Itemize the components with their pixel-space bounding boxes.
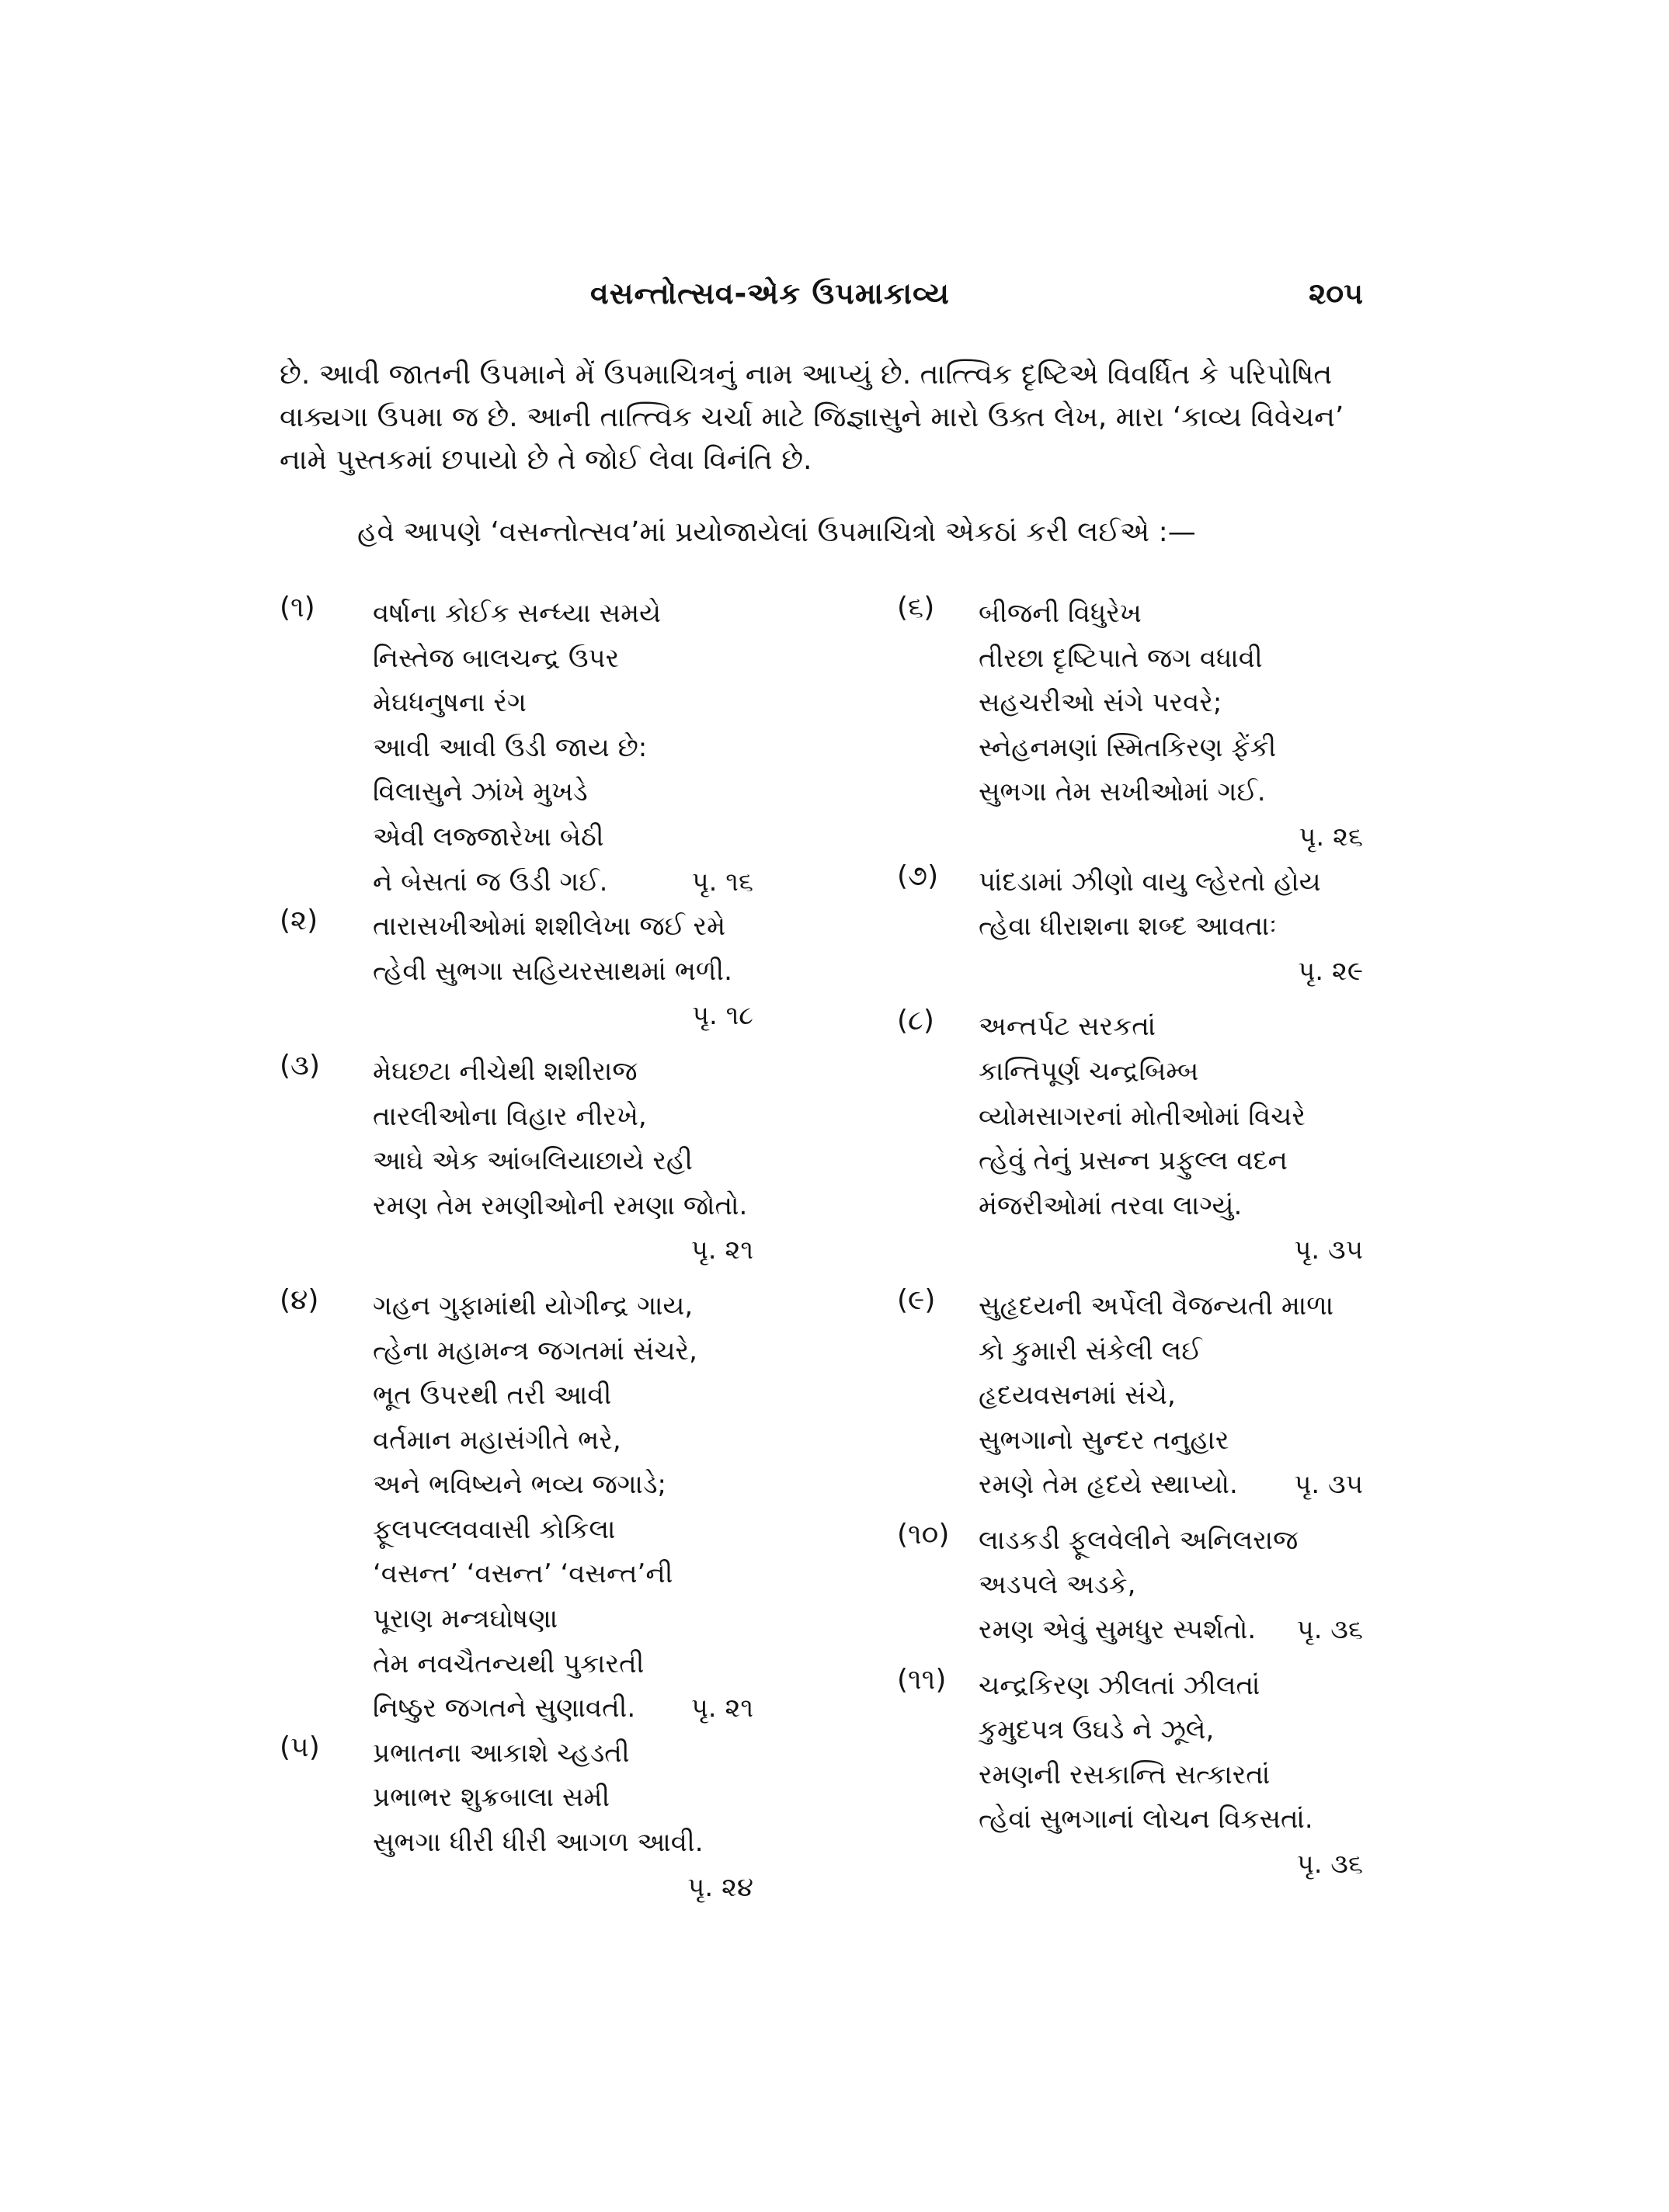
simile-entry-2 xyxy=(280,905,777,1039)
page-reference: પૃ. ૩૬ xyxy=(1296,1849,1363,1880)
verse-line: તેમ નવચૈતન્યથી પુકારતી xyxy=(373,1648,645,1679)
verse-lines xyxy=(979,1284,1386,1508)
verse-line: અડપલે અડકે, xyxy=(979,1569,1136,1601)
verse-line: કાન્તિપૂર્ણ ચન્દ્રબિમ્બ xyxy=(979,1055,1199,1087)
lead-sentence: હવે આપણે ‘વસન્તોત્સવ’માં પ્રયોજાયેલાં ઉપમાચિત્રો એકઠાં કરી લઈએ :— xyxy=(357,516,1196,548)
page-reference: પૃ. ૨૬ xyxy=(1299,821,1363,853)
simile-entry-4 xyxy=(280,1284,777,1731)
page-reference: પૃ. ૨૧ xyxy=(690,1234,753,1266)
entry-number: (૯) xyxy=(897,1283,936,1316)
page-reference: પૃ. ૩૫ xyxy=(1294,1234,1363,1266)
entry-number: (૧૧) xyxy=(897,1663,947,1696)
verse-line: પ્રભાભર શુક્રબાલા સમી xyxy=(373,1782,610,1814)
verse-line: ત્હેવા ધીરાશના શબ્દ આવતાઃ xyxy=(979,911,1278,943)
running-header-title: વસન્તોત્સવ-એક ઉપમાકાવ્ય xyxy=(590,276,950,311)
verse-line: સુભગા ધીરી ધીરી આગળ આવી. xyxy=(373,1827,704,1859)
verse-line xyxy=(373,1686,777,1731)
verse-line: સ્નેહનમણાં સ્મિતકિરણ ફેંકી xyxy=(979,731,1277,763)
verse-lines xyxy=(979,592,1386,860)
verse-lines xyxy=(373,905,777,1039)
verse-lines xyxy=(373,592,777,905)
verse-line: ત્હેના મહામન્ત્ર જગતમાં સંચરે, xyxy=(373,1335,697,1366)
verse-line xyxy=(373,860,777,905)
verse-line-text: રમણે તેમ હૃદયે સ્થાપ્યો. xyxy=(979,1469,1238,1501)
simile-entry-9 xyxy=(874,1284,1386,1508)
simile-entry-1 xyxy=(280,592,777,905)
verse-line: મેઘધનુષના રંગ xyxy=(373,687,527,719)
intro-line: નામે પુસ્તકમાં છપાયો છે તે જોઈ લેવા વિનંતિ છે. xyxy=(280,444,812,476)
simile-entry-10 xyxy=(874,1519,1386,1653)
verse-line xyxy=(979,1608,1386,1653)
simile-entry-11 xyxy=(874,1664,1386,1887)
verse-lines xyxy=(373,1050,777,1273)
verse-line: કુમુદપત્ર ઉઘડે ને ઝૂલે, xyxy=(979,1714,1215,1746)
verse-lines xyxy=(373,1284,777,1731)
simile-entry-5 xyxy=(280,1731,777,1910)
verse-lines xyxy=(373,1731,777,1910)
verse-line: આવી આવી ઉડી જાય છે: xyxy=(373,731,648,763)
verse-line: મંજરીઓમાં તરવા લાગ્યું. xyxy=(979,1189,1243,1221)
verse-line: લાડકડી ફૂલવેલીને અનિલરાજ xyxy=(979,1524,1299,1556)
verse-line: મેઘછટા નીચેથી શશીરાજ xyxy=(373,1055,638,1087)
intro-paragraph xyxy=(280,353,1382,481)
verse-line-text: રમણ એવું સુમધુર સ્પર્શતો. xyxy=(979,1614,1257,1646)
verse-line-text: ને બેસતાં જ ઉડી ગઈ. xyxy=(373,866,608,898)
verse-line: ત્હેવી સુભગા સહિયરસાથમાં ભળી. xyxy=(373,955,732,987)
verse-line: તીરછા દૃષ્ટિપાતે જગ વધાવી xyxy=(979,642,1263,674)
entry-number: (૧૦) xyxy=(897,1518,950,1550)
verse-line: પાંદડામાં ઝીણો વાયુ લ્હેરતો હોય xyxy=(979,866,1321,898)
verse-line: ત્હેવું તેનું પ્રસન્ન પ્રફુલ્લ વદન xyxy=(979,1145,1288,1177)
verse-line: ત્હેવાં સુભગાનાં લોચન વિકસતાં. xyxy=(979,1804,1313,1835)
entry-number: (૫) xyxy=(280,1731,320,1763)
entry-number: (૧) xyxy=(280,592,315,623)
page-reference: પૃ. ૩૫ xyxy=(1294,1469,1363,1501)
page-reference: પૃ. ૩૬ xyxy=(1296,1614,1363,1646)
intro-line: છે. આવી જાતની ઉપમાને મેં ઉપમાચિત્રનું નામ આપ્યું છે. તાત્ત્વિક દૃષ્ટિએ વિવર્ધિત કે પરિપોષિત xyxy=(280,359,1333,391)
verse-lines xyxy=(979,860,1386,995)
entry-number: (૮) xyxy=(897,1005,934,1037)
verse-line: વિલાસુને ઝાંખે મુખડે xyxy=(373,776,588,808)
verse-line: ચન્દ્રકિરણ ઝીલતાં ઝીલતાં xyxy=(979,1669,1260,1701)
entry-number: (૨) xyxy=(280,905,318,937)
verse-lines xyxy=(979,1664,1386,1887)
verse-line-text: નિષ્ઠુર જગતને સુણાવતી. xyxy=(373,1693,636,1724)
page-reference: પૃ. ૨૯ xyxy=(1298,955,1363,987)
page-number: ૨૦૫ xyxy=(1309,276,1364,311)
verse-line: આઘે એક આંબલિયાછાયે રહી xyxy=(373,1145,693,1177)
verse-line: તારલીઓના વિહાર નીરખે, xyxy=(373,1100,647,1132)
verse-line: હૃદયવસનમાં સંચે, xyxy=(979,1380,1176,1412)
verse-line: સુભગાનો સુન્દર તનુહાર xyxy=(979,1424,1229,1456)
verse-line: ‘વસન્ત’ ‘વસન્ત’ ‘વસન્ત’ની xyxy=(373,1558,673,1590)
page-reference: પૃ. ૨૧ xyxy=(690,1693,753,1724)
verse-line: એવી લજ્જારેખા બેઠી xyxy=(373,821,604,853)
verse-line: વર્ષાના કોઈક સન્ધ્યા સમયે xyxy=(373,598,661,629)
verse-line: ભૂત ઉપરથી તરી આવી xyxy=(373,1380,612,1412)
simile-entry-3 xyxy=(280,1050,777,1273)
verse-line: રમણની રસકાન્તિ સત્કારતાં xyxy=(979,1759,1271,1790)
simile-entry-8 xyxy=(874,1005,1386,1273)
verse-line: રમણ તેમ રમણીઓની રમણા જોતો. xyxy=(373,1189,748,1221)
verse-line: ગહન ગુફામાંથી યોગીન્દ્ર ગાય, xyxy=(373,1290,694,1321)
entry-number: (૪) xyxy=(280,1283,319,1316)
verse-line: પ્રભાતના આકાશે ચ્હડતી xyxy=(373,1737,630,1769)
verse-line: સહચરીઓ સંગે પરવરે; xyxy=(979,687,1222,719)
verse-line: પૂરાણ મન્ત્રઘોષણા xyxy=(373,1603,558,1635)
verse-line: સુહૃદયની અર્પેલી વૈજન્યતી માળા xyxy=(979,1290,1334,1321)
page-reference: પૃ. ૨૪ xyxy=(687,1871,753,1903)
verse-line: તારાસખીઓમાં શશીલેખા જઈ રમે xyxy=(373,911,726,943)
verse-lines xyxy=(979,1005,1386,1273)
verse-line: ફૂલપલ્લવવાસી કોકિલા xyxy=(373,1513,616,1545)
entry-number: (૭) xyxy=(897,859,939,892)
left-column xyxy=(280,592,777,1910)
entry-number: (૩) xyxy=(280,1049,321,1082)
page-reference: પૃ. ૧૮ xyxy=(691,1000,753,1032)
verse-line xyxy=(979,1463,1386,1508)
intro-line: વાક્યગા ઉપમા જ છે. આની તાત્ત્વિક ચર્ચા માટે જિજ્ઞાસુને મારો ઉક્ત લેખ, મારા ‘કાવ્ય વિવેચન’ xyxy=(280,401,1344,433)
simile-entry-6 xyxy=(874,592,1386,860)
verse-line: વર્તમાન મહાસંગીતે ભરે, xyxy=(373,1424,621,1456)
right-column xyxy=(874,592,1386,1887)
page-reference: પૃ. ૧૬ xyxy=(691,866,753,898)
verse-line: અને ભવિષ્યને ભવ્ય જગાડે; xyxy=(373,1469,666,1501)
verse-line: નિસ્તેજ બાલચન્દ્ર ઉપર xyxy=(373,642,620,674)
verse-line: બીજની વિધુરેખ xyxy=(979,598,1142,629)
verse-line: અન્તર્પટ સરકતાં xyxy=(979,1011,1156,1043)
verse-line: કો કુમારી સંકેલી લઈ xyxy=(979,1335,1202,1366)
simile-entry-7 xyxy=(874,860,1386,995)
verse-lines xyxy=(979,1519,1386,1653)
verse-line: વ્યોમસાગરનાં મોતીઓમાં વિચરે xyxy=(979,1100,1306,1132)
verse-line: સુભગા તેમ સખીઓમાં ગઈ. xyxy=(979,776,1266,808)
entry-number: (૬) xyxy=(897,592,935,623)
